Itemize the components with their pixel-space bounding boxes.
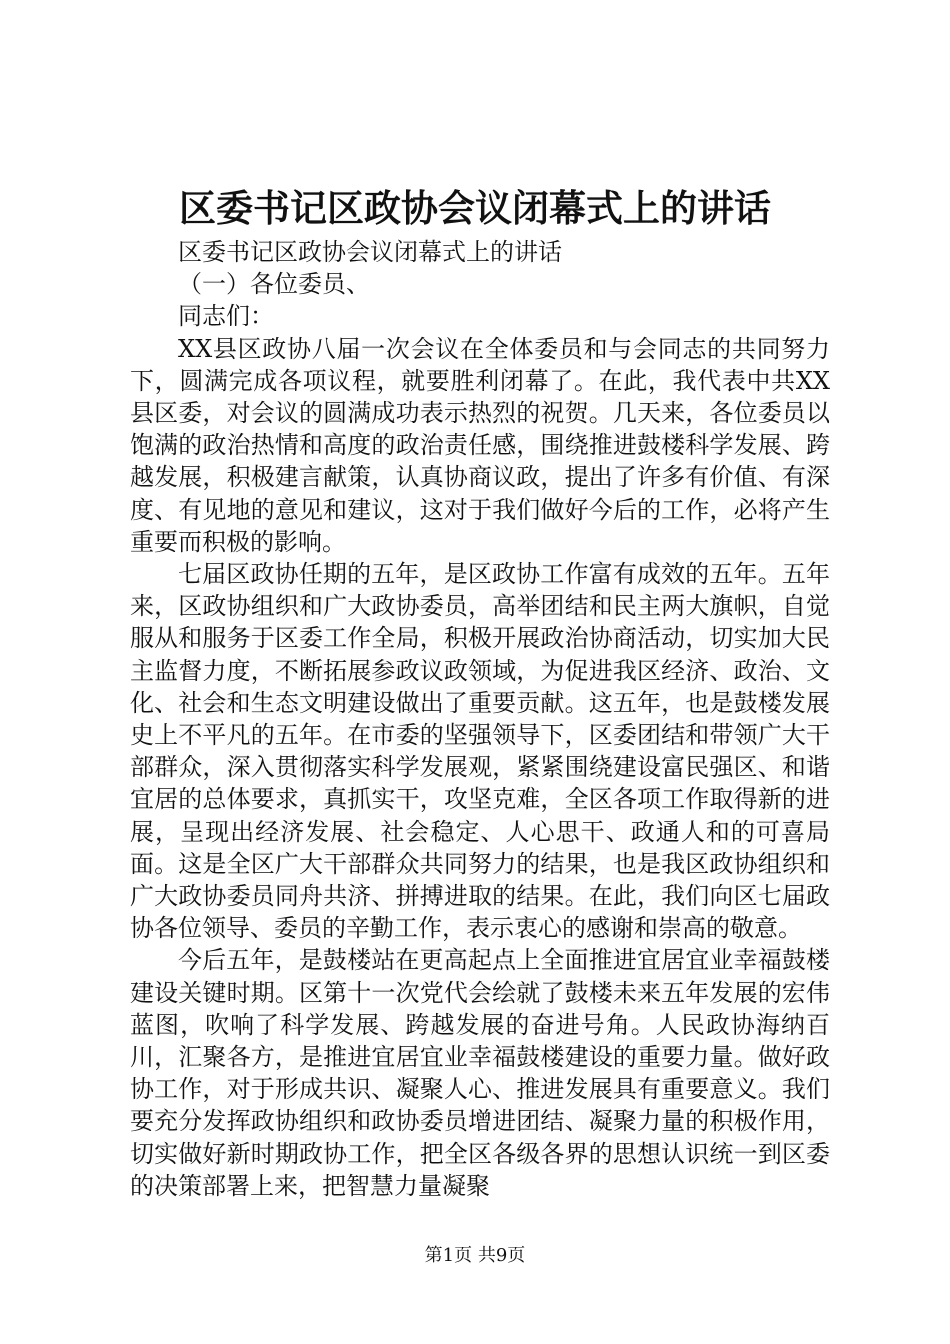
page-number-indicator: 第1页 共9页 bbox=[424, 1245, 526, 1266]
body-paragraph-2: 七届区政协任期的五年，是区政协工作富有成效的五年。五年来，区政协组织和广大政协委员，高举团结和民主两大旗帜，自觉服从和服务于区委工作全局，积极开展政治协商活动，切实加大民主监督力度，不断拓展参政议政领域，为促进我区经济、政治、文化、社会和生态文明建设做出了重要贡献。这五年，也是鼓楼发展史上不平凡的五年。在市委的坚强领导下，区委团结和带领广大干部群众，深入贯彻落实科学发展观，紧紧围绕建设富民强区、和谐宜居的总体要求，真抓实干，攻坚克难，全区各项工作取得新的进展，呈现出经济发展、社会稳定、人心思干、政通人和的可喜局面。这是全区广大干部群众共同努力的结果，也是我区政协组织和广大政协委员同舟共济、拼搏进取的结果。在此，我们向区七届政协各位领导、委员的辛勤工作，表示衷心的感谢和崇高的敬意。 bbox=[130, 560, 830, 943]
document-subtitle: 区委书记区政协会议闭幕式上的讲话 bbox=[178, 238, 562, 266]
page-footer bbox=[0, 1244, 950, 1268]
body-paragraph-1: XX县区政协八届一次会议在全体委员和与会同志的共同努力下，圆满完成各项议程，就要胜利闭幕了。在此，我代表中共XX县区委，对会议的圆满成功表示热烈的祝贺。几天来，各位委员以饱满的政治热情和高度的政治责任感，围绕推进鼓楼科学发展、跨越发展，积极建言献策，认真协商议政，提出了许多有价值、有深度、有见地的意见和建议，这对于我们做好今后的工作，必将产生重要而积极的影响。 bbox=[130, 334, 830, 556]
salutation-line-2: 同志们： bbox=[178, 302, 274, 331]
salutation-line-1: （一）各位委员、 bbox=[178, 270, 370, 299]
document-body bbox=[130, 236, 830, 1202]
body-paragraph-3: 今后五年，是鼓楼站在更高起点上全面推进宜居宜业幸福鼓楼建设关键时期。区第十一次党代会绘就了鼓楼未来五年发展的宏伟蓝图，吹响了科学发展、跨越发展的奋进号角。人民政协海纳百川，汇聚各方，是推进宜居宜业幸福鼓楼建设的重要力量。做好政协工作，对于形成共识、凝聚人心、推进发展具有重要意义。我们要充分发挥政协组织和政协委员增进团结、凝聚力量的积极作用，切实做好新时期政协工作，把全区各级各界的思想认识统一到区委的决策部署上来，把智慧力量凝聚 bbox=[130, 946, 830, 1200]
document-title: 区委书记区政协会议闭幕式上的讲话 bbox=[179, 186, 771, 230]
